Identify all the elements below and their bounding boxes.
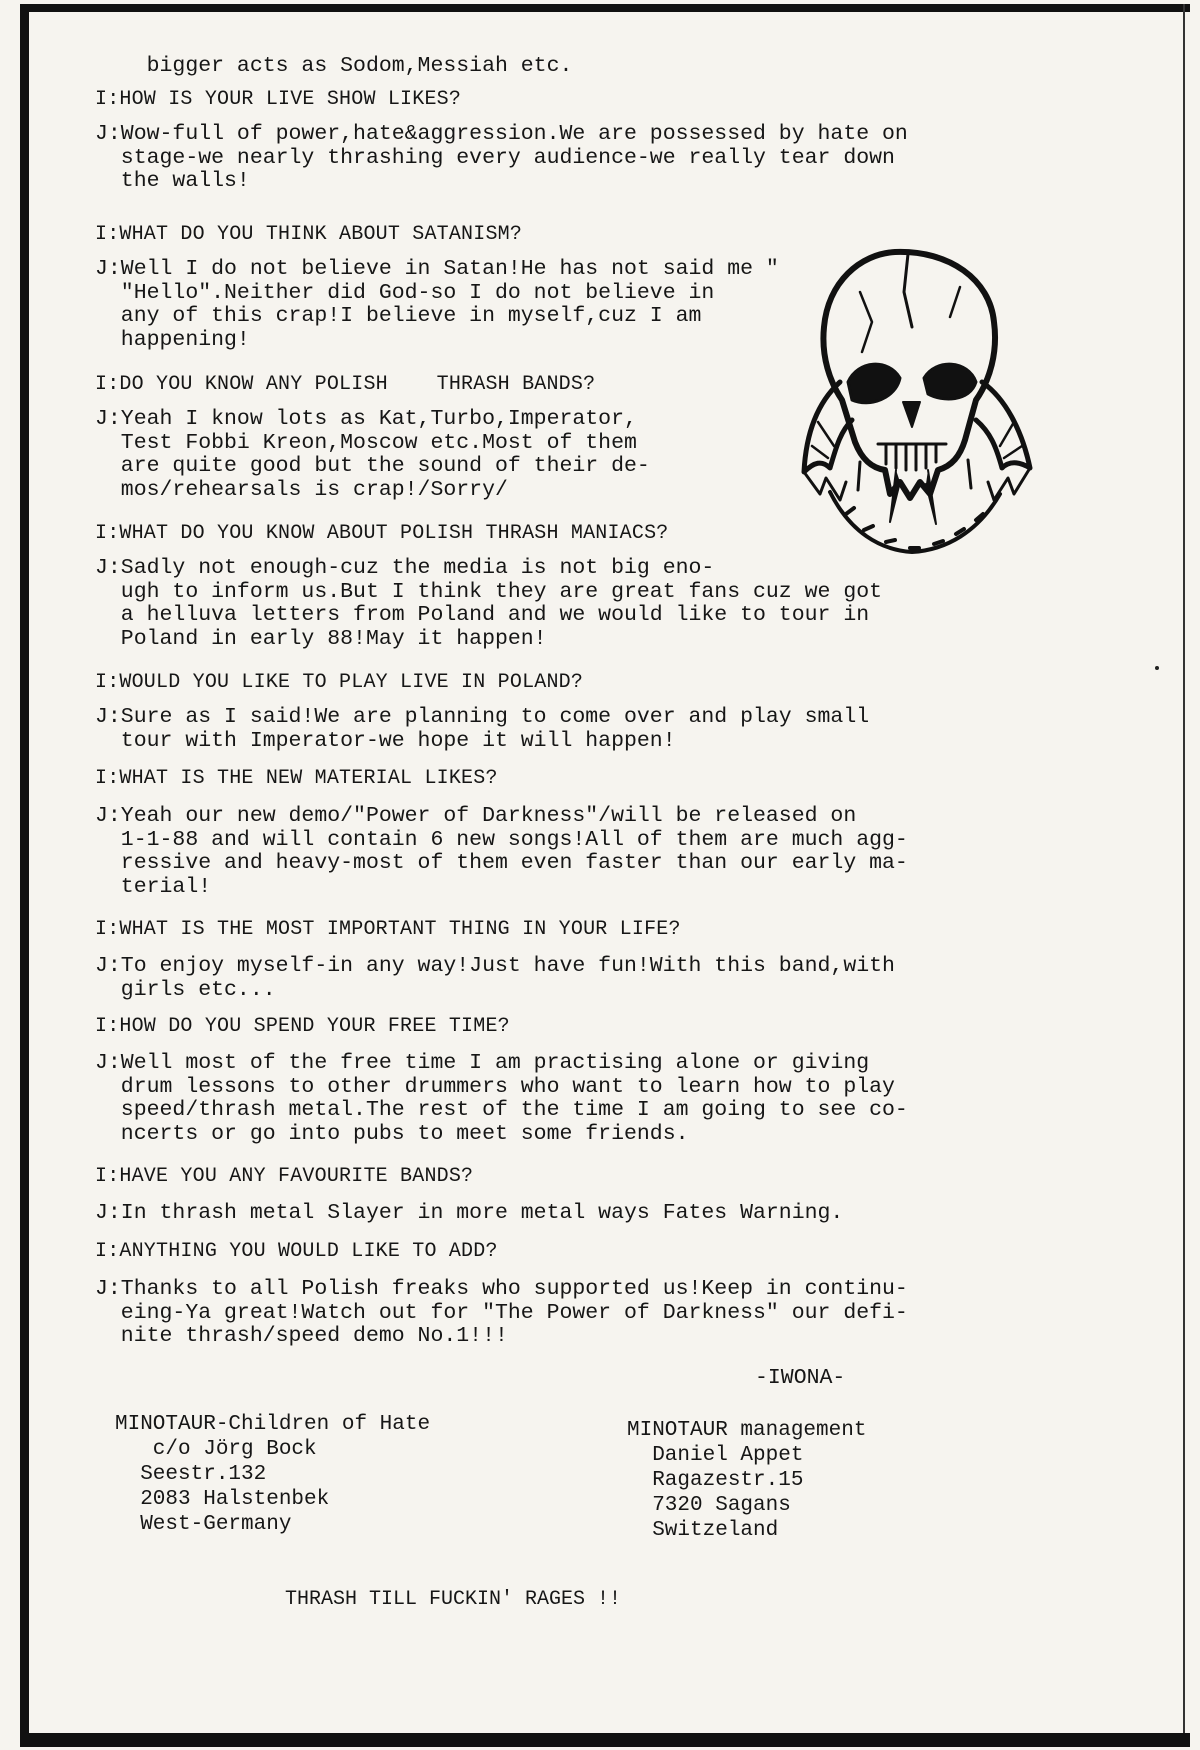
question-9: I:HAVE YOU ANY FAVOURITE BANDS? [95, 1165, 474, 1188]
answer-1: J:Wow-full of power,hate&aggression.We are possessed by hate on stage-we nearly thrashing every audience-we really tear down the walls! [95, 122, 908, 193]
ink-dot [1155, 666, 1159, 670]
answer-10: J:Thanks to all Polish freaks who supported us!Keep in continu- eing-Ya great!Watch out for "The Power of Darkness" our defi- nite thrash/speed demo No.1!!! [95, 1277, 908, 1348]
question-6: I:WHAT IS THE NEW MATERIAL LIKES? [95, 767, 498, 790]
page-border-top [20, 4, 1190, 12]
answer-9: J:In thrash metal Slayer in more metal ways Fates Warning. [95, 1201, 844, 1225]
answer-8: J:Well most of the free time I am practising alone or giving drum lessons to other drummers who want to learn how to play speed/thrash metal.The rest of the time I am going to see co- ncerts or go into pubs to meet some friends. [95, 1051, 908, 1146]
page-border-right [1183, 4, 1185, 1746]
skull-illustration-icon [800, 232, 1035, 562]
question-8: I:HOW DO YOU SPEND YOUR FREE TIME? [95, 1015, 510, 1038]
answer-5: J:Sure as I said!We are planning to come over and play small tour with Imperator-we hope it will happen! [95, 705, 870, 753]
answer-2: J:Well I do not believe in Satan!He has not said me " "Hello".Neither did God-so I do not believe in any of this crap!I believe in myself,cuz I am happening! [95, 257, 779, 352]
band-address: MINOTAUR-Children of Hate c/o Jörg Bock Seestr.132 2083 Halstenbek West-Germany [115, 1413, 431, 1536]
closing-slogan: THRASH TILL FUCKIN' RAGES !! [285, 1588, 622, 1611]
question-1: I:HOW IS YOUR LIVE SHOW LIKES? [95, 88, 462, 111]
question-2: I:WHAT DO YOU THINK ABOUT SATANISM? [95, 223, 523, 246]
interviewer-signature: -IWONA- [755, 1366, 846, 1390]
question-3: I:DO YOU KNOW ANY POLISH THRASH BANDS? [95, 373, 596, 396]
question-10: I:ANYTHING YOU WOULD LIKE TO ADD? [95, 1240, 498, 1263]
intro-tail: bigger acts as Sodom,Messiah etc. [95, 54, 573, 78]
question-7: I:WHAT IS THE MOST IMPORTANT THING IN YOUR LIFE? [95, 918, 681, 941]
page-border-left [20, 4, 29, 1746]
page-border-bottom [20, 1733, 1190, 1747]
management-address: MINOTAUR management Daniel Appet Ragazestr.15 7320 Sagans Switzeland [627, 1419, 867, 1542]
answer-7: J:To enjoy myself-in any way!Just have fun!With this band,with girls etc... [95, 954, 895, 1002]
answer-4: J:Sadly not enough-cuz the media is not big eno- ugh to inform us.But I think they are great fans cuz we got a helluva letters from Poland and we would like to tour in Poland in early 88!May it happen! [95, 556, 883, 651]
answer-6: J:Yeah our new demo/"Power of Darkness"/will be released on 1-1-88 and will contain 6 new songs!All of them are much agg- ressive and heavy-most of them even faster than our early ma- terial! [95, 804, 908, 899]
question-4: I:WHAT DO YOU KNOW ABOUT POLISH THRASH MANIACS? [95, 522, 669, 545]
question-5: I:WOULD YOU LIKE TO PLAY LIVE IN POLAND? [95, 671, 584, 694]
answer-3: J:Yeah I know lots as Kat,Turbo,Imperator, Test Fobbi Kreon,Moscow etc.Most of them are quite good but the sound of their de- mos/rehearsals is crap!/Sorry/ [95, 407, 650, 502]
